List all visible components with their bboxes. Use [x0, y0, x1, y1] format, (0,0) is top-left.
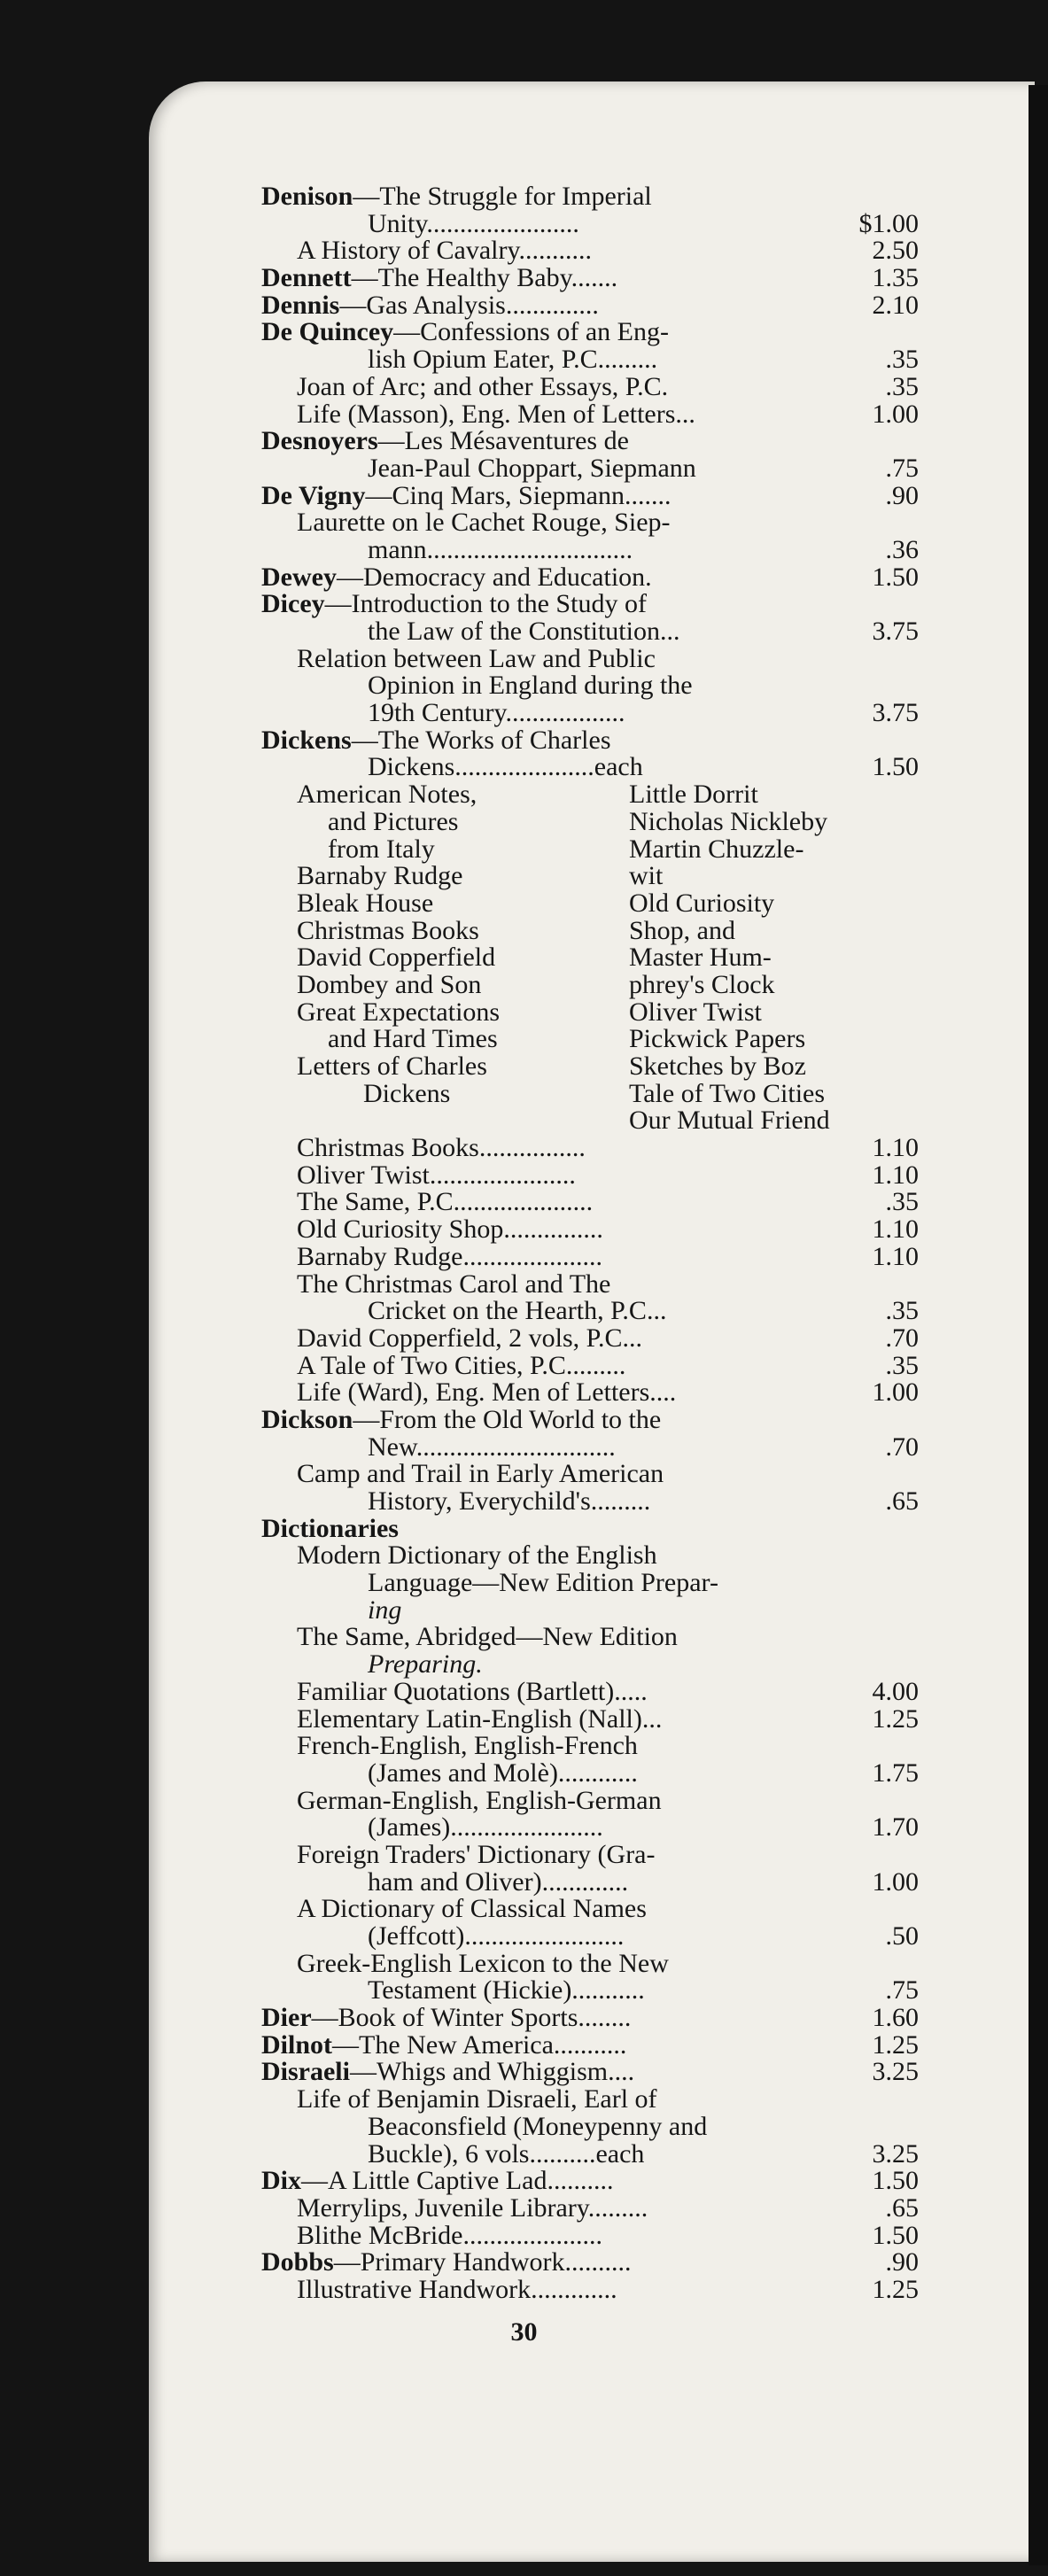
entry-text: Familiar Quotations (Bartlett)..... — [297, 1676, 648, 1706]
catalog-line — [261, 1026, 919, 1053]
second-column-title: Nicholas Nickleby — [629, 806, 828, 836]
entry-text: Great Expectations — [297, 997, 501, 1027]
author-name: Desnoyers — [261, 426, 378, 456]
catalog-line — [261, 1977, 919, 2005]
entry-text: mann............................... — [368, 534, 633, 564]
entry-text: —Introduction to the Study of — [324, 589, 647, 619]
catalog-line — [261, 1078, 919, 1108]
second-column-title: wit — [629, 861, 664, 891]
second-column-title: Oliver Twist — [629, 997, 762, 1027]
entry-text: Life (Ward), Eng. Men of Letters.... — [297, 1377, 677, 1408]
catalog-line — [261, 1948, 919, 1978]
entry-text: Christmas Books................ — [297, 1133, 586, 1163]
catalog-line — [261, 1733, 919, 1760]
entry-text: New.............................. — [368, 1432, 616, 1462]
catalog-line — [261, 890, 919, 918]
author-name: Dennis — [261, 290, 340, 320]
entry-text: Beaconsfield (Moneypenny and — [368, 2111, 708, 2141]
entry-text: The Same, Abridged—New Edition — [297, 1622, 678, 1652]
entry-text: Merrylips, Juvenile Library......... — [297, 2192, 648, 2223]
second-column-title: Sketches by Boz — [629, 1051, 806, 1081]
catalog-line — [261, 1513, 919, 1543]
catalog-line — [261, 401, 919, 429]
author-name: Disraeli — [261, 2057, 350, 2087]
catalog-line — [261, 1814, 919, 1842]
catalog-line — [261, 237, 919, 265]
entry-text: German-English, English-German — [297, 1785, 662, 1815]
entry-text: and Pictures — [328, 806, 459, 836]
author-name: Dickens — [261, 725, 352, 755]
page-number: 30 — [510, 2317, 538, 2347]
entry-price: .35 — [885, 1296, 919, 1326]
entry-text: —A Little Captive Lad.......... — [301, 2166, 614, 2196]
catalog-line — [261, 208, 919, 238]
catalog-line — [261, 1107, 919, 1135]
catalog-line — [261, 836, 919, 864]
entry-text: Illustrative Handwork............. — [297, 2274, 617, 2304]
entry-price: 3.75 — [872, 617, 919, 646]
entry-text: —Gas Analysis.............. — [339, 290, 599, 320]
catalog-line — [261, 2059, 919, 2086]
entry-price: 4.00 — [872, 1676, 919, 1706]
entry-price: 1.50 — [872, 2166, 919, 2196]
entry-text: —Democracy and Education. — [336, 562, 652, 592]
catalog-line — [261, 969, 919, 999]
entry-text: Letters of Charles — [297, 1051, 487, 1081]
entry-text: —Les Mésaventures de — [377, 426, 629, 456]
entry-text: —Cinq Mars, Siepmann....... — [365, 480, 671, 510]
entry-price: 1.00 — [872, 399, 919, 429]
entry-text: (James and Molè)............ — [368, 1757, 638, 1788]
entry-text: (James)....................... — [368, 1812, 603, 1843]
entry-price: .35 — [885, 371, 919, 401]
catalog-line — [261, 1923, 919, 1951]
catalog-line — [261, 480, 919, 510]
second-column-title: Pickwick Papers — [629, 1024, 806, 1054]
entry-price: 1.10 — [872, 1133, 919, 1163]
entry-price: $1.00 — [858, 208, 919, 238]
catalog-line — [261, 643, 919, 673]
catalog-line — [261, 1053, 919, 1081]
entry-text: 19th Century.................. — [368, 698, 625, 728]
entry-price: .90 — [885, 480, 919, 510]
second-column-title: Tale of Two Cities — [629, 1078, 826, 1108]
entry-text: (Jeffcott)........................ — [368, 1921, 625, 1951]
catalog-line — [261, 1325, 919, 1353]
entry-price: 1.25 — [872, 2029, 919, 2060]
catalog-line — [261, 915, 919, 945]
entry-text: The Same, P.C..................... — [297, 1187, 594, 1217]
catalog-line — [261, 591, 919, 618]
entry-text: —From the Old World to the — [353, 1404, 662, 1434]
entry-price: 1.50 — [872, 752, 919, 782]
catalog-line — [261, 944, 919, 972]
entry-price: 1.25 — [872, 2274, 919, 2304]
catalog-line — [261, 1866, 919, 1897]
catalog-line — [261, 672, 919, 700]
entry-price: 2.10 — [872, 290, 919, 320]
entry-price: .75 — [885, 1975, 919, 2006]
catalog-line — [261, 1189, 919, 1216]
catalog-line — [261, 1703, 919, 1734]
entry-text: Joan of Arc; and other Essays, P.C. — [297, 371, 669, 401]
catalog-line — [261, 1570, 919, 1597]
entry-text: Language—New Edition Prepar- — [368, 1568, 718, 1598]
catalog-line — [261, 700, 919, 727]
entry-text: French-English, English-French — [297, 1731, 638, 1761]
entry-text: Oliver Twist...................... — [297, 1160, 576, 1190]
catalog-line — [261, 1162, 919, 1190]
catalog-line — [261, 1434, 919, 1462]
catalog-line — [261, 1488, 919, 1516]
entry-price: 3.25 — [872, 2138, 919, 2169]
catalog-line — [261, 564, 919, 592]
entry-text: Old Curiosity Shop............... — [297, 1214, 603, 1245]
entry-price: .50 — [885, 1921, 919, 1951]
entry-price: 1.35 — [872, 263, 919, 293]
second-column-title: Little Dorrit — [629, 780, 758, 810]
entry-text: —Book of Winter Sports........ — [311, 2003, 632, 2033]
entry-text: David Copperfield — [297, 943, 496, 973]
entry-text: ham and Oliver)............. — [368, 1866, 629, 1897]
catalog-line — [261, 371, 919, 401]
catalog-line — [261, 863, 919, 890]
entry-text: American Notes, — [297, 780, 477, 810]
catalog-line — [261, 2274, 919, 2304]
entry-price: 1.10 — [872, 1241, 919, 1271]
catalog-line — [261, 455, 919, 483]
catalog-line — [261, 754, 919, 781]
catalog-line — [261, 292, 919, 320]
entry-price: 3.25 — [872, 2057, 919, 2087]
entry-text: Laurette on le Cachet Rouge, Siep- — [297, 508, 671, 538]
entry-text: Bleak House — [297, 888, 434, 918]
entry-text: Jean-Paul Choppart, Siepmann — [368, 453, 696, 483]
entry-price: .36 — [885, 534, 919, 564]
catalog-line — [261, 1241, 919, 1271]
catalog-line — [261, 1404, 919, 1434]
entry-price: .90 — [885, 2247, 919, 2277]
entry-price: 1.70 — [872, 1812, 919, 1843]
entry-text: Camp and Trail in Early American — [297, 1459, 664, 1489]
catalog-entries — [261, 183, 919, 2304]
second-column-title: Our Mutual Friend — [629, 1106, 830, 1136]
entry-text: —The New America........... — [332, 2029, 627, 2060]
entry-text: —The Works of Charles — [351, 725, 611, 755]
entry-text: Unity....................... — [368, 208, 579, 238]
catalog-line — [261, 1676, 919, 1706]
second-column-title: Martin Chuzzle- — [629, 834, 804, 864]
catalog-line — [261, 806, 919, 836]
entry-text: Buckle), 6 vols..........each — [368, 2138, 645, 2169]
catalog-line — [261, 2029, 919, 2060]
entry-text: lish Opium Eater, P.C......... — [368, 345, 658, 375]
entry-text: Barnaby Rudge — [297, 861, 463, 891]
entry-price: 1.50 — [872, 562, 919, 592]
catalog-line — [261, 999, 919, 1027]
scan-edge — [1029, 85, 1048, 2565]
author-name: Dickson — [261, 1404, 353, 1434]
catalog-line — [261, 534, 919, 564]
entry-text: The Christmas Carol and The — [297, 1269, 611, 1299]
catalog-line — [261, 1135, 919, 1162]
catalog-line — [261, 346, 919, 374]
catalog-line — [261, 727, 919, 755]
entry-text: Testament (Hickie)........... — [368, 1975, 645, 2006]
entry-text: —Primary Handwork.......... — [333, 2247, 632, 2277]
entry-price: 1.10 — [872, 1160, 919, 1190]
entry-text: A History of Cavalry........... — [297, 236, 593, 266]
entry-text: A Dictionary of Classical Names — [297, 1894, 647, 1924]
entry-text: Preparing. — [368, 1649, 483, 1680]
catalog-line — [261, 1271, 919, 1299]
catalog-line — [261, 1594, 919, 1625]
entry-price: .65 — [885, 2192, 919, 2223]
second-column-title: Master Hum- — [629, 943, 772, 973]
entry-price: 1.00 — [872, 1377, 919, 1408]
entry-price: .65 — [885, 1486, 919, 1516]
catalog-line — [261, 2220, 919, 2250]
entry-price: .35 — [885, 1350, 919, 1380]
entry-text: David Copperfield, 2 vols, P.C... — [297, 1323, 642, 1353]
catalog-line — [261, 618, 919, 646]
author-name: De Vigny — [261, 480, 366, 510]
entry-price: 3.75 — [872, 698, 919, 728]
catalog-line — [261, 1298, 919, 1325]
entry-text: History, Everychild's......... — [368, 1486, 651, 1516]
author-name: Dix — [261, 2166, 301, 2196]
entry-text: Opinion in England during the — [368, 671, 693, 701]
entry-price: .70 — [885, 1432, 919, 1462]
catalog-line — [261, 319, 919, 346]
catalog-line — [261, 1542, 919, 1570]
author-name: Dictionaries — [261, 1513, 399, 1543]
entry-text: Cricket on the Hearth, P.C... — [368, 1296, 667, 1326]
entry-price: 1.10 — [872, 1214, 919, 1245]
catalog-line — [261, 428, 919, 455]
entry-price: .35 — [885, 345, 919, 375]
second-column-title: Shop, and — [629, 915, 735, 945]
entry-price: 1.25 — [872, 1703, 919, 1734]
catalog-line — [261, 2138, 919, 2169]
catalog-line — [261, 1785, 919, 1815]
entry-price: 1.75 — [872, 1757, 919, 1788]
catalog-line — [261, 1651, 919, 1679]
catalog-line — [261, 183, 919, 211]
catalog-line — [261, 2111, 919, 2141]
entry-price: 2.50 — [872, 236, 919, 266]
entry-price: .70 — [885, 1323, 919, 1353]
catalog-line — [261, 1896, 919, 1923]
entry-text: —The Healthy Baby....... — [351, 263, 618, 293]
entry-text: and Hard Times — [328, 1024, 498, 1054]
entry-price: .75 — [885, 453, 919, 483]
author-name: Dicey — [261, 589, 325, 619]
catalog-line — [261, 2192, 919, 2223]
catalog-line — [261, 1839, 919, 1869]
catalog-line — [261, 1216, 919, 1244]
catalog-line — [261, 1350, 919, 1380]
catalog-line — [261, 1461, 919, 1488]
catalog-line — [261, 781, 919, 809]
entry-price: 1.60 — [872, 2003, 919, 2033]
catalog-line — [261, 509, 919, 537]
entry-text: Dickens.....................each — [368, 752, 643, 782]
catalog-line — [261, 2168, 919, 2195]
entry-text: —Confessions of an Eng- — [393, 317, 669, 347]
entry-price: 1.00 — [872, 1866, 919, 1897]
entry-text: Elementary Latin-English (Nall)... — [297, 1703, 663, 1734]
author-name: De Quincey — [261, 317, 394, 347]
author-name: Dilnot — [261, 2029, 333, 2060]
entry-price: .35 — [885, 1187, 919, 1217]
catalog-line — [261, 1757, 919, 1788]
entry-text: Blithe McBride..................... — [297, 2220, 602, 2250]
catalog-line — [261, 1624, 919, 1651]
catalog-line — [261, 2086, 919, 2114]
author-name: Dennett — [261, 263, 352, 293]
entry-text: —Whigs and Whiggism.... — [349, 2057, 635, 2087]
entry-text: Greek-English Lexicon to the New — [297, 1948, 669, 1978]
author-name: Dier — [261, 2003, 312, 2033]
second-column-title: Old Curiosity — [629, 888, 775, 918]
entry-text: the Law of the Constitution... — [368, 617, 680, 646]
author-name: Dewey — [261, 562, 337, 592]
entry-text: Dombey and Son — [297, 969, 482, 999]
catalog-line — [261, 1379, 919, 1407]
catalog-line — [261, 265, 919, 292]
catalog-line — [261, 2005, 919, 2032]
entry-text: —The Struggle for Imperial — [353, 182, 652, 211]
entry-text: Modern Dictionary of the English — [297, 1540, 657, 1571]
author-name: Dobbs — [261, 2247, 334, 2277]
entry-price: 1.50 — [872, 2220, 919, 2250]
catalog-line — [261, 2249, 919, 2277]
entry-text: Christmas Books — [297, 915, 479, 945]
entry-text: Life of Benjamin Disraeli, Earl of — [297, 2084, 657, 2114]
entry-text: ing — [368, 1594, 402, 1625]
author-name: Denison — [261, 182, 353, 211]
entry-text: Dickens — [363, 1078, 451, 1108]
entry-text: Relation between Law and Public — [297, 643, 656, 673]
entry-text: Barnaby Rudge..................... — [297, 1241, 602, 1271]
second-column-title: phrey's Clock — [629, 969, 775, 999]
entry-text: from Italy — [328, 834, 435, 864]
entry-text: Foreign Traders' Dictionary (Gra- — [297, 1839, 656, 1869]
entry-text: A Tale of Two Cities, P.C......... — [297, 1350, 626, 1380]
entry-text: Life (Masson), Eng. Men of Letters... — [297, 399, 695, 429]
